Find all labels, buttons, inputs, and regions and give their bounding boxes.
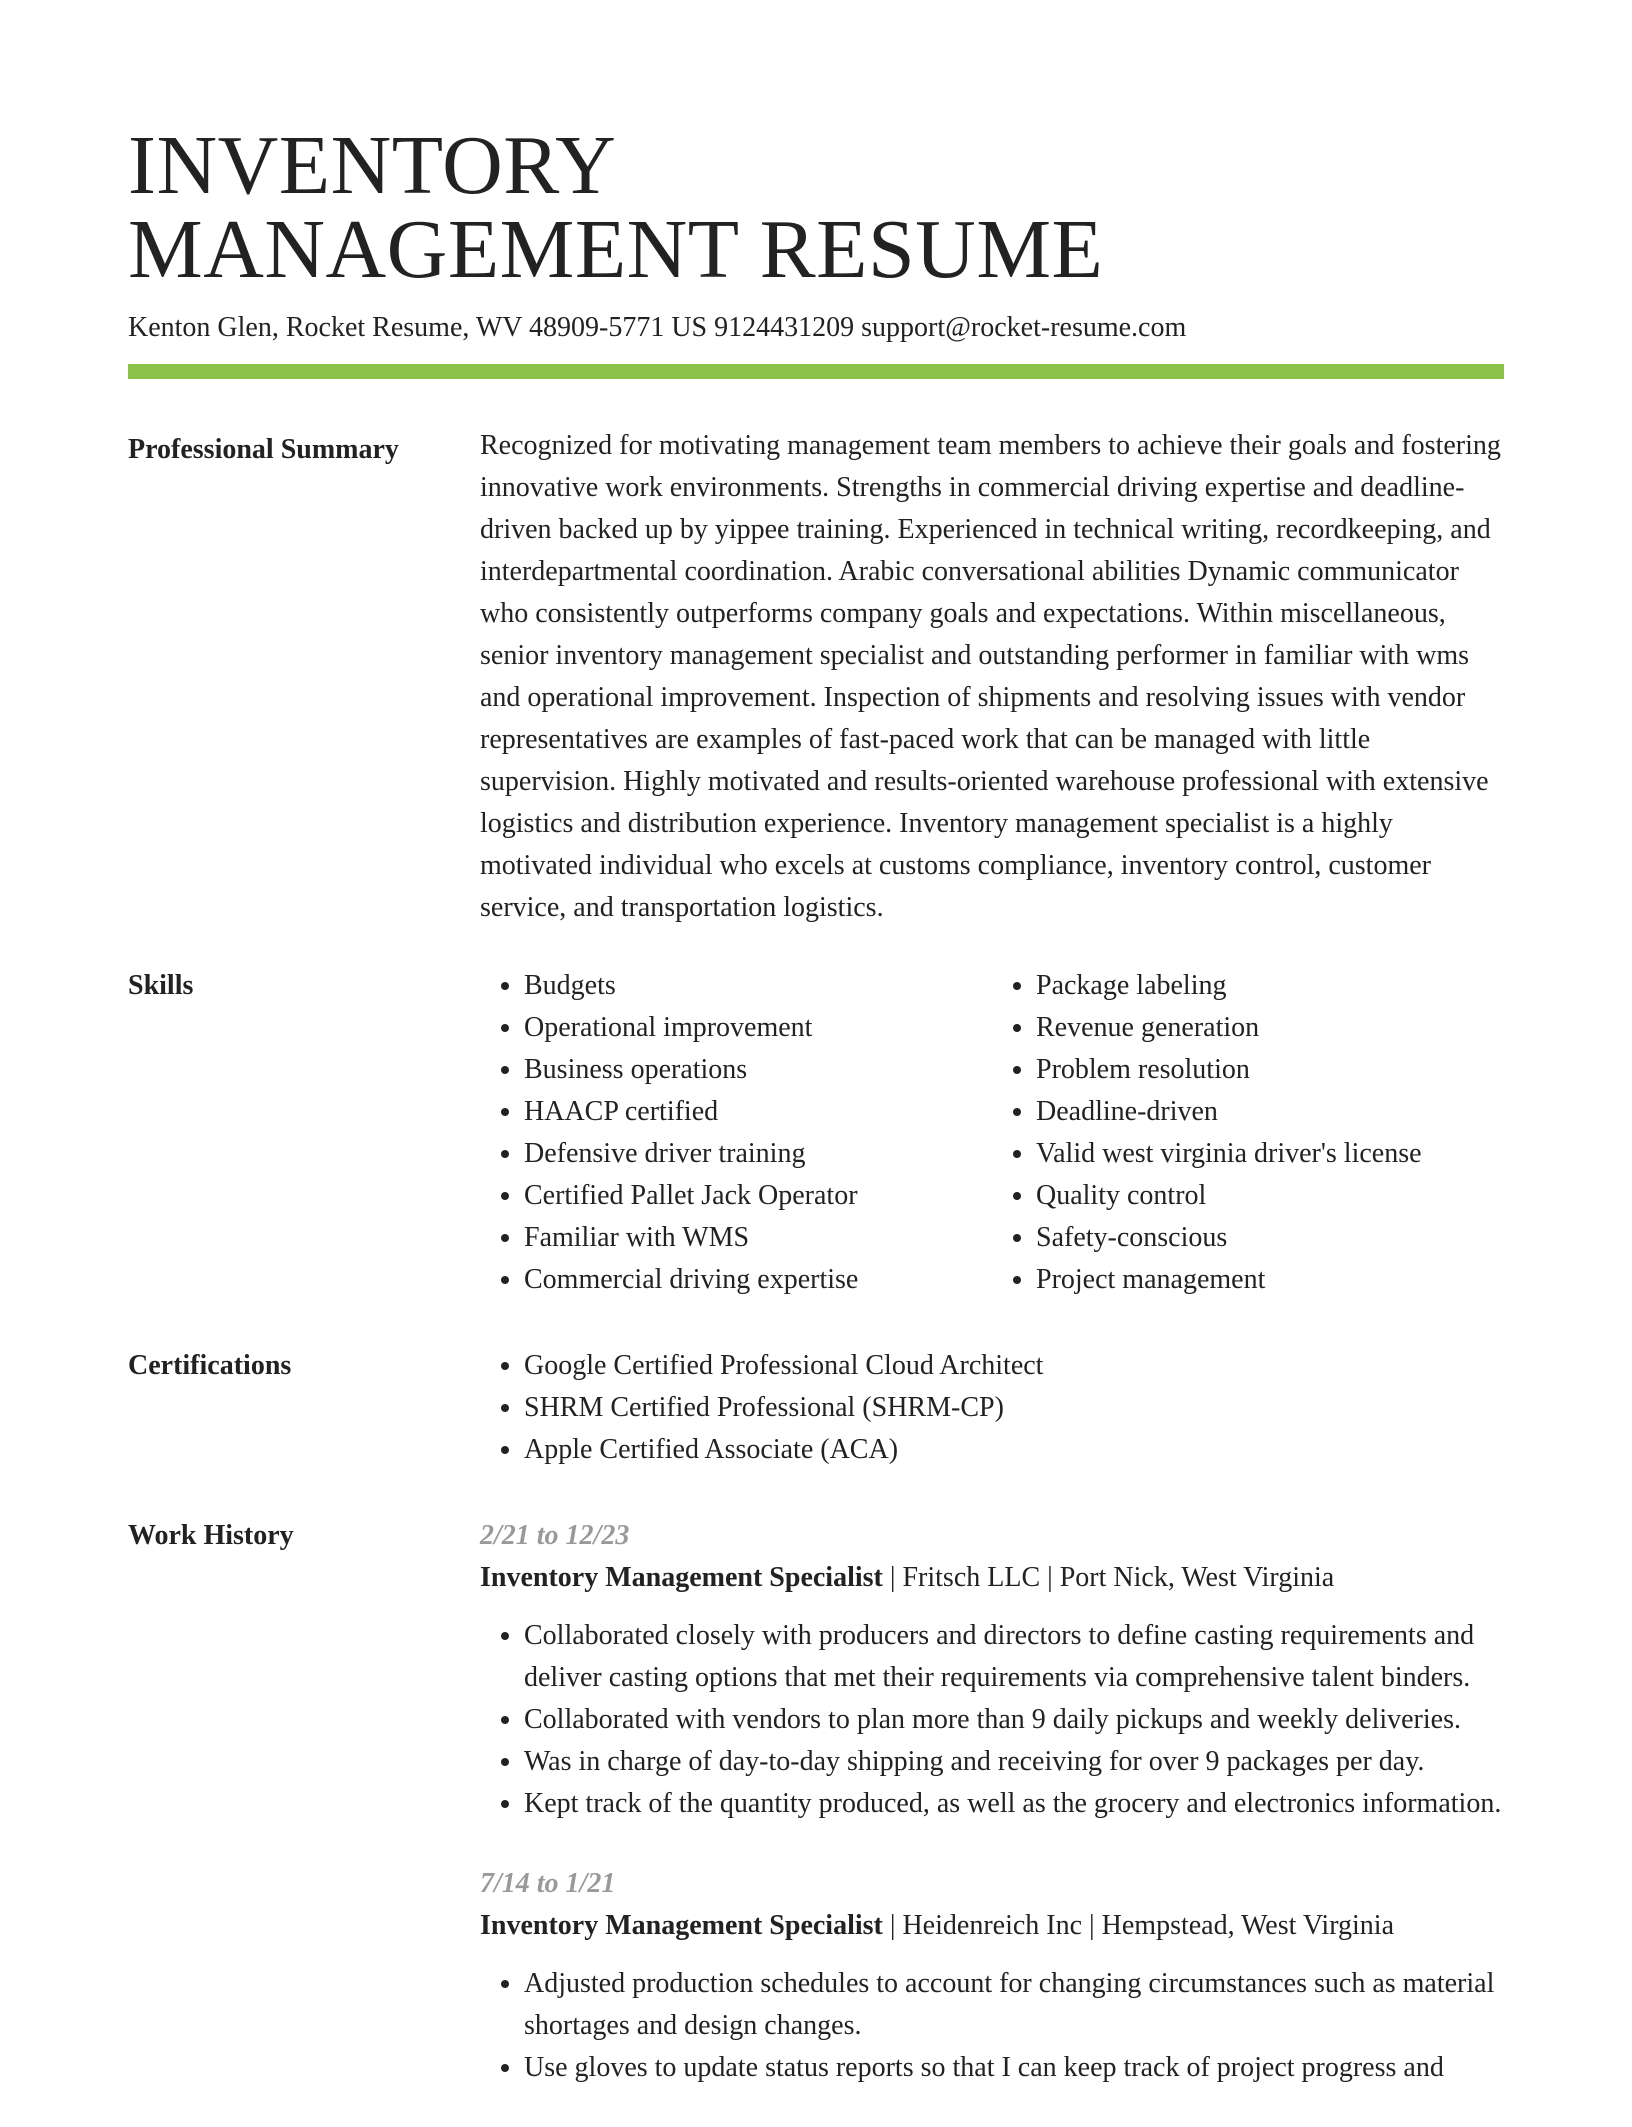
skills-body [480, 965, 1504, 1301]
job-title: Inventory Management Specialist [480, 1910, 883, 1941]
skill-item: • Deadline-driven [1036, 1091, 1504, 1133]
skill-item: • Valid west virginia driver's license [1036, 1133, 1504, 1175]
job-details: | Fritsch LLC | Port Nick, West Virginia [882, 1562, 1335, 1593]
job-bullet: • Collaborated with vendors to plan more than 9 daily pickups and weekly deliveries. [524, 1699, 1504, 1741]
skill-item: • Problem resolution [1036, 1049, 1504, 1091]
skill-item: • Project management [1036, 1259, 1504, 1301]
skills-label: Skills [128, 970, 194, 1001]
work-history-body [480, 1515, 1504, 2127]
job-title-line [480, 1557, 1504, 1599]
certifications-label: Certifications [128, 1350, 292, 1381]
skill-item: • Revenue generation [1036, 1007, 1504, 1049]
skill-item: • Budgets [524, 965, 992, 1007]
job-dates: 7/14 to 1/21 [480, 1868, 616, 1899]
job-bullet: • Use gloves to update status reports so that I can keep track of project progress and [524, 2047, 1504, 2089]
summary-body [480, 429, 1504, 929]
skills-column-1 [480, 965, 992, 1301]
job-bullet: • Adjusted production schedules to account for changing circumstances such as material shortages and design changes. [524, 1963, 1504, 2047]
summary-text: Recognized for motivating management team members to achieve their goals and fostering innovative work environments. Strengths in commercial driving expertise and deadline-driven backed up by yippee training. Experienced in technical writing, recordkeeping, and interdepartmental coordination. Arabic conversational abilities Dynamic communicator who consistently outperforms company goals and expectations. Within miscellaneous, senior inventory management specialist and outstanding performer in familiar with wms and operational improvement. Inspection of shipments and resolving issues with vendor representatives are examples of fast-paced work that can be managed with little supervision. Highly motivated and results-oriented warehouse professional with extensive logistics and distribution experience. Inventory management specialist is a highly motivated individual who excels at customs compliance, inventory control, customer service, and transportation logistics. [480, 430, 1501, 923]
skill-item: • Business operations [524, 1049, 992, 1091]
certification-item: • Google Certified Professional Cloud Architect [524, 1345, 1504, 1387]
work-history-label: Work History [128, 1520, 294, 1551]
skill-item: • HAACP certified [524, 1091, 992, 1133]
skill-item: • Operational improvement [524, 1007, 992, 1049]
job-dates: 2/21 to 12/23 [480, 1520, 630, 1551]
summary-section [128, 429, 1504, 929]
certification-item: • Apple Certified Associate (ACA) [524, 1429, 1504, 1471]
certification-item: • SHRM Certified Professional (SHRM-CP) [524, 1387, 1504, 1429]
accent-divider [128, 364, 1504, 379]
skill-item: • Certified Pallet Jack Operator [524, 1175, 992, 1217]
contact-line: Kenton Glen, Rocket Resume, WV 48909-5771 US 9124431209 support@rocket-resume.com [128, 312, 1187, 343]
certifications-section [128, 1345, 1504, 1471]
skill-item: • Quality control [1036, 1175, 1504, 1217]
title-line-2: MANAGEMENT RESUME [128, 203, 1104, 296]
job-bullets [480, 1963, 1504, 2089]
skill-item: • Familiar with WMS [524, 1217, 992, 1259]
summary-label: Professional Summary [128, 434, 399, 465]
work-history-section [128, 1515, 1504, 2127]
job-entry [480, 1515, 1504, 1825]
job-title-line [480, 1905, 1504, 1947]
skills-column-2 [992, 965, 1504, 1301]
skill-item: • Package labeling [1036, 965, 1504, 1007]
job-bullets [480, 1615, 1504, 1825]
skill-item: • Safety-conscious [1036, 1217, 1504, 1259]
certifications-body [480, 1345, 1504, 1471]
title-line-1: INVENTORY [128, 119, 617, 212]
skills-section [128, 965, 1504, 1301]
job-details: | Heidenreich Inc | Hempstead, West Virginia [882, 1910, 1394, 1941]
job-bullet: • Collaborated closely with producers and directors to define casting requirements and deliver casting options that met their requirements via comprehensive talent binders. [524, 1615, 1504, 1699]
job-bullet: • Was in charge of day-to-day shipping and receiving for over 9 packages per day. [524, 1741, 1504, 1783]
document-title [128, 119, 1504, 296]
job-entry [480, 1863, 1504, 2089]
skill-item: • Commercial driving expertise [524, 1259, 992, 1301]
job-title: Inventory Management Specialist [480, 1562, 883, 1593]
job-bullet: • Kept track of the quantity produced, as well as the grocery and electronics information. [524, 1783, 1504, 1825]
skill-item: • Defensive driver training [524, 1133, 992, 1175]
certifications-list [480, 1345, 1504, 1471]
